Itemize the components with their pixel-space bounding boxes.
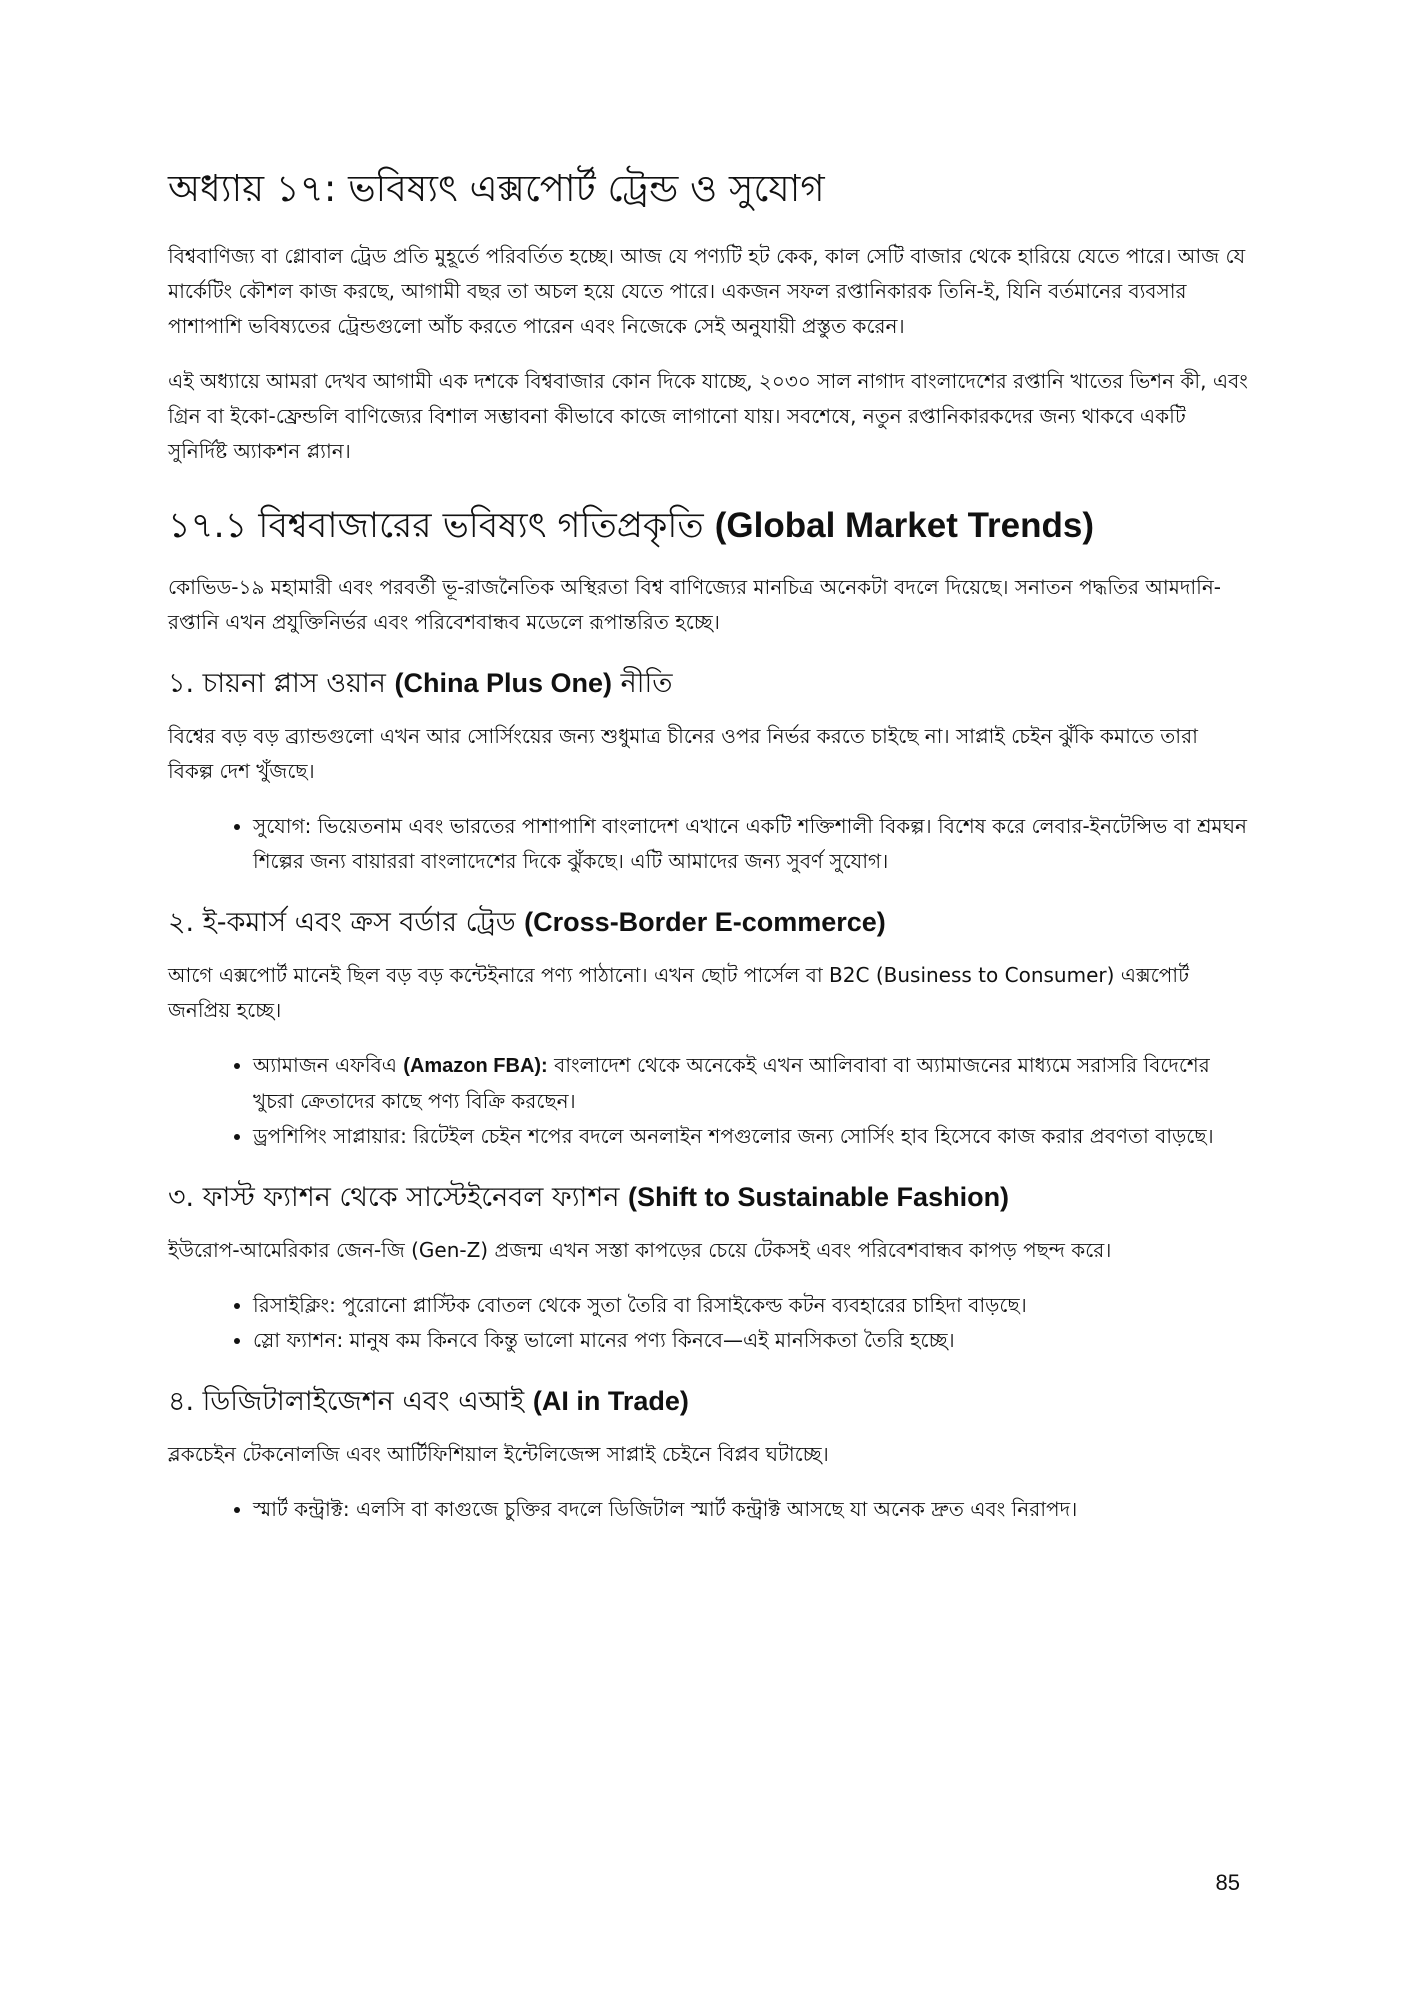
trend-3-heading-en: (Shift to Sustainable Fashion)	[628, 1181, 1010, 1212]
trend-1-heading-suffix: নীতি	[620, 667, 673, 699]
section-intro: কোভিড-১৯ মহামারী এবং পরবর্তী ভূ-রাজনৈতিক অস্থিরতা বিশ্ব বাণিজ্যের মানচিত্র অনেকটা বদলে দিয়েছে। সনাতন পদ্ধতির আমদানি-রপ্তানি এখন প্রযুক্তিনির্ভর এবং পরিবেশবান্ধব মডেলে রূপান্তরিত হচ্ছে।	[168, 574, 1222, 634]
trend-4-heading-bn: ৪. ডিজিটালাইজেশন এবং এআই	[168, 1385, 525, 1417]
section-title-bn: ১৭.১ বিশ্ববাজারের ভবিষ্যৎ গতিপ্রকৃতি	[168, 506, 704, 547]
trend-3-heading	[168, 1180, 1248, 1215]
trend-3-heading-bn: ৩. ফাস্ট ফ্যাশন থেকে সাস্টেইনেবল ফ্যাশন	[168, 1181, 620, 1213]
trend-4-list	[168, 1492, 1248, 1527]
trend-3-body: ইউরোপ-আমেরিকার জেন-জি (Gen-Z) প্রজন্ম এখন সস্তা কাপড়ের চেয়ে টেকসই এবং পরিবেশবান্ধব কাপড় পছন্দ করে।	[168, 1237, 1112, 1262]
list-item: • রিসাইক্লিং: পুরোনো প্লাস্টিক বোতল থেকে সুতা তৈরি বা রিসাইকেল্ড কটন ব্যবহারের চাহিদা বাড়ছে।	[253, 1288, 1248, 1323]
intro-paragraph: বিশ্ববাণিজ্য বা গ্লোবাল ট্রেড প্রতি মুহূর্তে পরিবর্তিত হচ্ছে। আজ যে পণ্যটি হট কেক, কাল সেটি বাজার থেকে হারিয়ে যেতে পারে। আজ যে মার্কেটিং কৌশল কাজ করছে, আগামী বছর তা অচল হয়ে যেতে পারে। একজন সফল রপ্তানিকারক তিনি-ই, যিনি বর্তমানের ব্যবসার পাশাপাশি ভবিষ্যতের ট্রেন্ডগুলো আঁচ করতে পারেন এবং নিজেকে সেই অনুযায়ী প্রস্তুত করেন।	[168, 244, 1246, 339]
trend-4-body: ব্লকচেইন টেকনোলজি এবং আর্টিফিশিয়াল ইন্টেলিজেন্স সাপ্লাই চেইনে বিপ্লব ঘটাচ্ছে।	[168, 1441, 829, 1466]
intro-paragraph: এই অধ্যায়ে আমরা দেখব আগামী এক দশকে বিশ্ববাজার কোন দিকে যাচ্ছে, ২০৩০ সাল নাগাদ বাংলাদেশের রপ্তানি খাতের ভিশন কী, এবং গ্রিন বা ইকো-ফ্রেন্ডলি বাণিজ্যের বিশাল সম্ভাবনা কীভাবে কাজে লাগানো যায়। সবশেষে, নতুন রপ্তানিকারকদের জন্য থাকবে একটি সুনির্দিষ্ট অ্যাকশন প্ল্যান।	[168, 369, 1248, 464]
trend-1-list	[168, 809, 1248, 879]
trend-2-heading-bn: ২. ই-কমার্স এবং ক্রস বর্ডার ট্রেড	[168, 906, 516, 938]
trend-2-heading-en: (Cross-Border E-commerce)	[524, 906, 886, 937]
page-content	[168, 165, 1248, 1541]
trend-2-body: আগে এক্সপোর্ট মানেই ছিল বড় বড় কন্টেইনারে পণ্য পাঠানো। এখন ছোট পার্সেল বা B2C (Business to Consumer) এক্সপোর্ট জনপ্রিয় হচ্ছে।	[168, 962, 1189, 1022]
trend-1-heading-en: (China Plus One)	[394, 667, 613, 698]
list-item: • স্লো ফ্যাশন: মানুষ কম কিনবে কিন্তু ভালো মানের পণ্য কিনবে—এই মানসিকতা তৈরি হচ্ছে।	[253, 1323, 1248, 1358]
list-item	[253, 1048, 1248, 1119]
section-title	[168, 503, 1248, 550]
list-item: • সুযোগ: ভিয়েতনাম এবং ভারতের পাশাপাশি বাংলাদেশ এখানে একটি শক্তিশালী বিকল্প। বিশেষ করে লেবার-ইনটেন্সিভ বা শ্রমঘন শিল্পের জন্য বায়াররা বাংলাদেশের দিকে ঝুঁকছে। এটি আমাদের জন্য সুবর্ণ সুযোগ।	[253, 809, 1248, 879]
list-item-text: বাংলাদেশ থেকে অনেকেই এখন আলিবাবা বা অ্যামাজনের মাধ্যমে সরাসরি বিদেশের খুচরা ক্রেতাদের কাছে পণ্য বিক্রি করছেন।	[253, 1052, 1210, 1113]
list-item: • ড্রপশিপিং সাপ্লায়ার: রিটেইল চেইন শপের বদলে অনলাইন শপগুলোর জন্য সোর্সিং হাব হিসেবে কাজ করার প্রবণতা বাড়ছে।	[253, 1119, 1248, 1154]
trend-1-heading-bn: ১. চায়না প্লাস ওয়ান	[168, 667, 386, 699]
trend-1-body: বিশ্বের বড় বড় ব্র্যান্ডগুলো এখন আর সোর্সিংয়ের জন্য শুধুমাত্র চীনের ওপর নির্ভর করতে চাইছে না। সাপ্লাই চেইন ঝুঁকি কমাতে তারা বিকল্প দেশ খুঁজছে।	[168, 723, 1198, 783]
trend-2-list	[168, 1048, 1248, 1154]
list-item: • স্মার্ট কন্ট্রাক্ট: এলসি বা কাগুজে চুক্তির বদলে ডিজিটাল স্মার্ট কন্ট্রাক্ট আসছে যা অনেক দ্রুত এবং নিরাপদ।	[253, 1492, 1248, 1527]
section-title-en: (Global Market Trends)	[714, 506, 1095, 546]
page-number: 85	[1215, 1870, 1240, 1895]
trend-3-list	[168, 1288, 1248, 1358]
list-item-label-en: (Amazon FBA):	[403, 1054, 548, 1077]
trend-2-heading	[168, 905, 1248, 940]
trend-4-heading	[168, 1384, 1248, 1419]
trend-1-heading	[168, 666, 1248, 701]
list-item-label: অ্যামাজন এফবিএ	[253, 1052, 397, 1077]
trend-4-heading-en: (AI in Trade)	[532, 1385, 689, 1416]
chapter-title: অধ্যায় ১৭: ভবিষ্যৎ এক্সপোর্ট ট্রেন্ড ও সুযোগ	[168, 167, 825, 210]
